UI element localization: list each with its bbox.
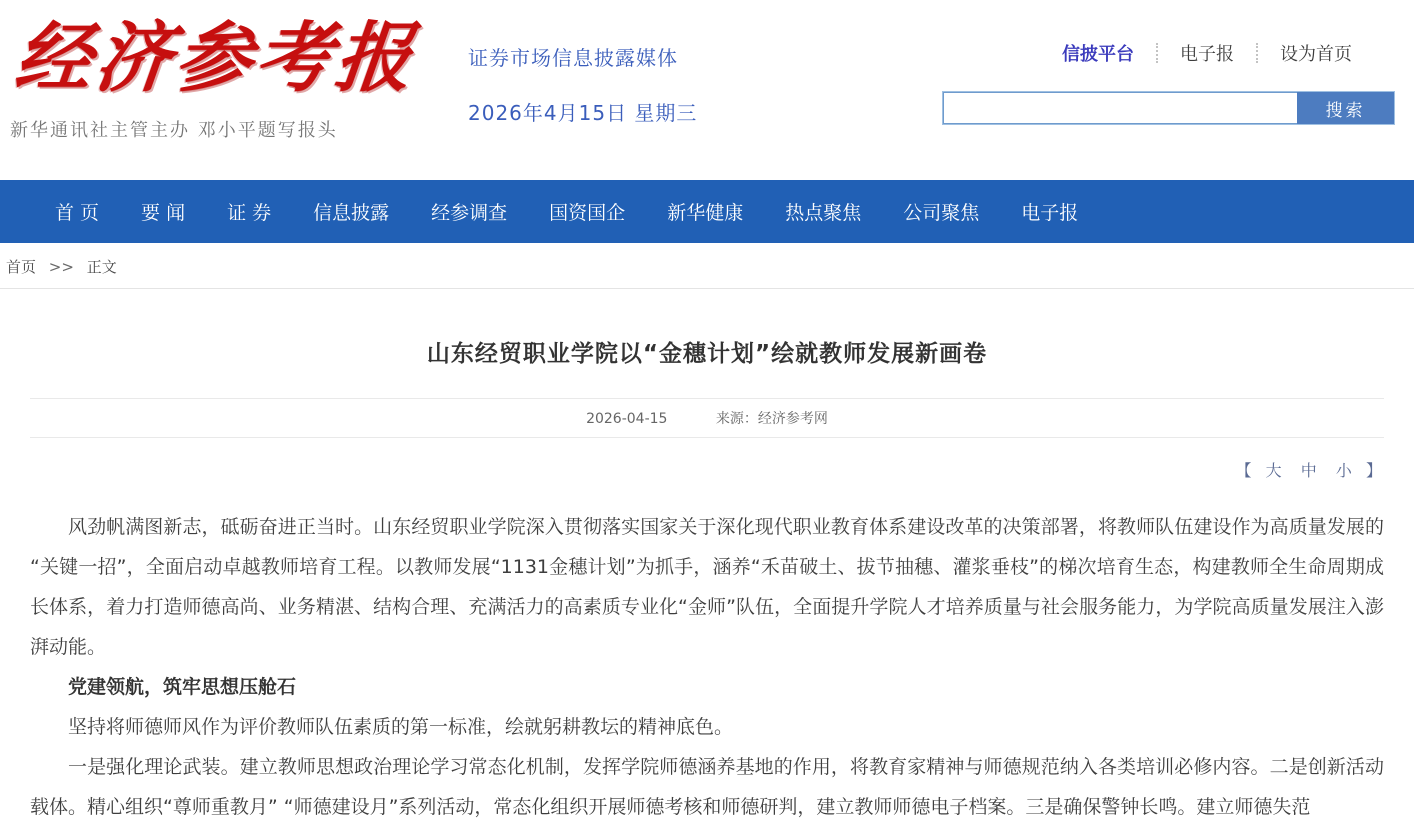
link-epaper[interactable]: 电子报	[1180, 44, 1234, 65]
link-separator	[1256, 43, 1258, 63]
section-heading: 党建领航，筑牢思想压舱石	[68, 676, 297, 698]
logo-calligraphy-text[interactable]: 经济参考报	[10, 13, 421, 102]
nav-item-hotspot[interactable]: 热点聚焦	[785, 202, 862, 224]
main-nav	[0, 180, 1414, 243]
bracket-open: 【	[1235, 461, 1254, 480]
nav-item-soe[interactable]: 国资国企	[549, 202, 626, 224]
paragraph: 风劲帆满图新志，砥砺奋进正当时。山东经贸职业学院深入贯彻落实国家关于深化现代职业教育体系建设改革的决策部署，将教师队伍建设作为高质量发展的“关键一招”，全面启动卓越教师培育工程。以教师发展“1131金穗计划”为抓手，涵养“禾苗破土、拔节抽穗、灌浆垂枝”的梯次培育生态，构建教师全生命周期成长体系，着力打造师德高尚、业务精湛、结构合理、充满活力的高素质专业化“金师”队伍，全面提升学院人才培养质量与社会服务能力，为学院高质量发展注入澎湃动能。	[30, 516, 1384, 658]
font-size-small[interactable]: 小	[1335, 461, 1354, 480]
nav-item-news[interactable]: 要 闻	[141, 202, 186, 224]
site-header	[0, 0, 1414, 180]
link-set-homepage[interactable]: 设为首页	[1280, 44, 1352, 65]
paragraph: 坚持将师德师风作为评价教师队伍素质的第一标准，绘就躬耕教坛的精神底色。	[68, 716, 734, 738]
article-body	[30, 507, 1384, 827]
breadcrumb-current: 正文	[86, 258, 117, 276]
nav-item-securities[interactable]: 证 券	[227, 202, 272, 224]
breadcrumb-home[interactable]: 首页	[6, 258, 37, 276]
logo-subtitle: 新华通讯社主管主办 邓小平题写报头	[10, 120, 338, 141]
font-size-controls	[30, 458, 1384, 481]
breadcrumb	[0, 243, 1414, 289]
font-size-medium[interactable]: 中	[1300, 461, 1319, 480]
nav-item-epaper[interactable]: 电子报	[1021, 202, 1079, 224]
header-center	[468, 42, 697, 126]
bracket-close: 】	[1365, 461, 1384, 480]
logo[interactable]	[10, 6, 421, 142]
search-input[interactable]	[943, 92, 1297, 124]
search-button[interactable]: 搜索	[1297, 92, 1394, 124]
search-bar	[942, 91, 1395, 125]
nav-item-investigation[interactable]: 经参调查	[431, 202, 508, 224]
nav-item-health[interactable]: 新华健康	[667, 202, 744, 224]
link-separator	[1156, 43, 1158, 63]
article-source: 来源：经济参考网	[715, 411, 828, 427]
paragraph: 一是强化理论武装。建立教师思想政治理论学习常态化机制，发挥学院师德涵养基地的作用，将教育家精神与师德规范纳入各类培训必修内容。二是创新活动载体。精心组织“尊师重教月” “师德建设月”系列活动，常态化组织开展师德考核和师德研判，建立教师师德电子档案。三是确保警钟长鸣。建立师德失范	[30, 756, 1384, 818]
nav-item-home[interactable]: 首 页	[55, 202, 100, 224]
nav-item-company[interactable]: 公司聚焦	[903, 202, 980, 224]
link-disclosure-platform[interactable]: 信披平台	[1062, 44, 1134, 65]
site-tagline: 证券市场信息披露媒体	[468, 46, 678, 70]
font-size-large[interactable]: 大	[1265, 461, 1284, 480]
article-date: 2026-04-15	[586, 411, 668, 427]
article-meta	[30, 398, 1384, 438]
article	[0, 335, 1414, 827]
nav-item-disclosure[interactable]: 信息披露	[313, 202, 390, 224]
breadcrumb-separator: >>	[48, 258, 74, 276]
article-title: 山东经贸职业学院以“金穗计划”绘就教师发展新画卷	[426, 341, 988, 367]
current-date: 2026年4月15日 星期三	[468, 101, 698, 125]
header-top-links	[1062, 40, 1352, 66]
